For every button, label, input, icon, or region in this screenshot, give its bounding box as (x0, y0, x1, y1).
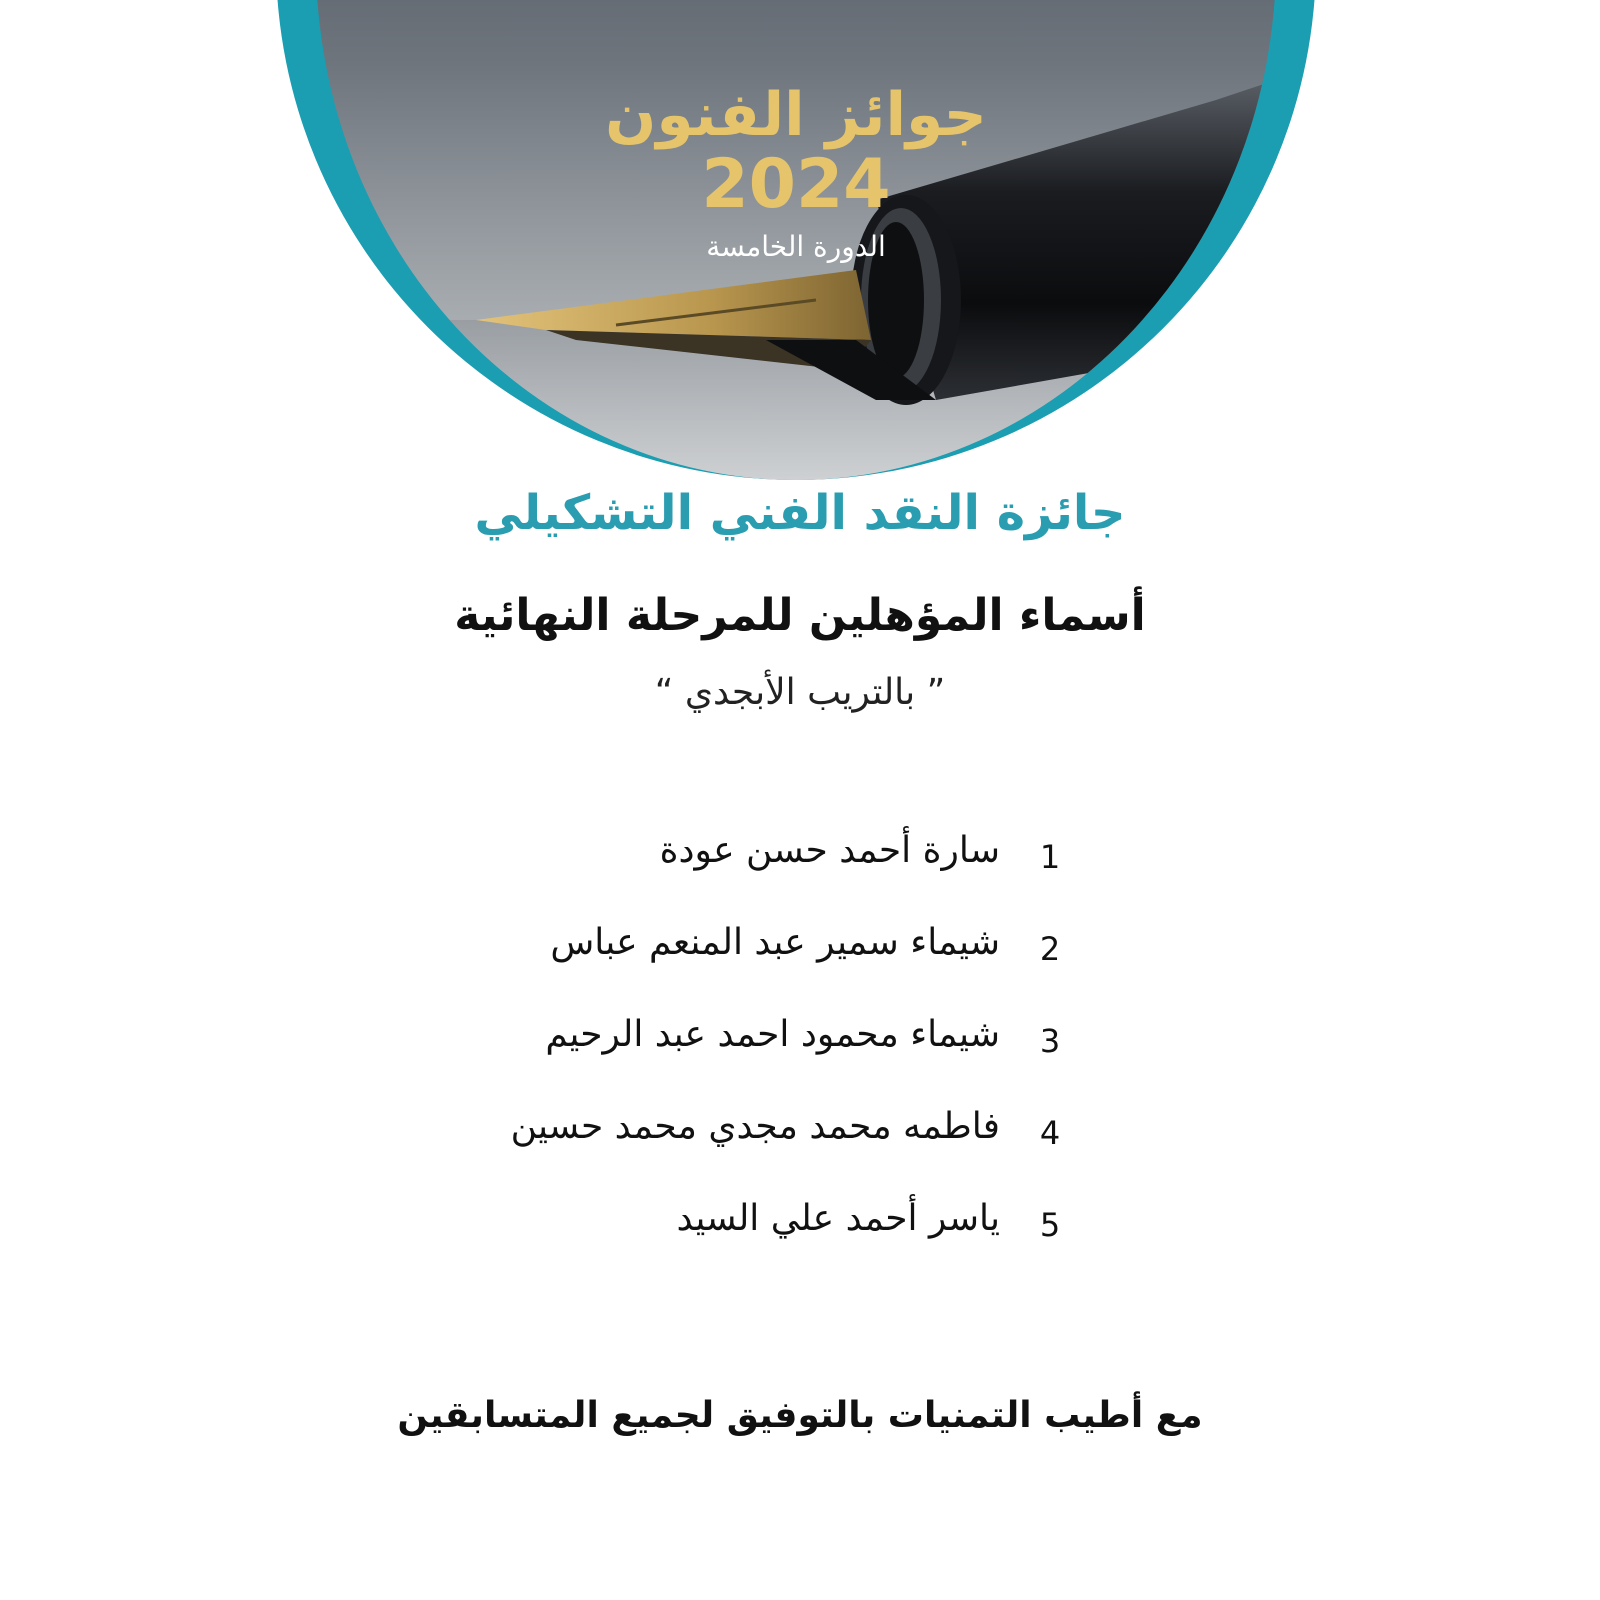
alphabetical-order-note: ” بالتريب الأبجدي “ (654, 672, 946, 713)
finalist-number: 5 (1039, 1206, 1061, 1244)
finalist-name: شيماء محمود احمد عبد الرحيم (545, 1014, 1000, 1055)
banner-year: 2024 (701, 145, 891, 224)
list-item (0, 1014, 1600, 1106)
list-item (0, 1106, 1600, 1198)
finalists-list (0, 830, 1600, 1290)
finalist-number: 3 (1039, 1022, 1061, 1060)
award-title: جائزة النقد الفني التشكيلي (474, 485, 1126, 541)
finalist-number: 1 (1039, 838, 1061, 876)
closing-wishes: مع أطيب التمنيات بالتوفيق لجميع المتسابقين (397, 1395, 1203, 1436)
finalist-name: فاطمه محمد مجدي محمد حسين (510, 1106, 1000, 1147)
header-banner (0, 0, 1600, 500)
list-item (0, 1198, 1600, 1290)
list-item (0, 922, 1600, 1014)
banner-edition: الدورة الخامسة (706, 230, 886, 263)
finalist-number: 2 (1039, 930, 1061, 968)
finalist-name: ياسر أحمد علي السيد (676, 1198, 1000, 1239)
finalist-name: سارة أحمد حسن عودة (659, 830, 1000, 871)
list-item (0, 830, 1600, 922)
finalist-number: 4 (1039, 1114, 1061, 1152)
finalist-name: شيماء سمير عبد المنعم عباس (550, 922, 1000, 963)
banner-title: جوائز الفنون (605, 80, 987, 150)
finalists-heading: أسماء المؤهلين للمرحلة النهائية (454, 590, 1146, 641)
